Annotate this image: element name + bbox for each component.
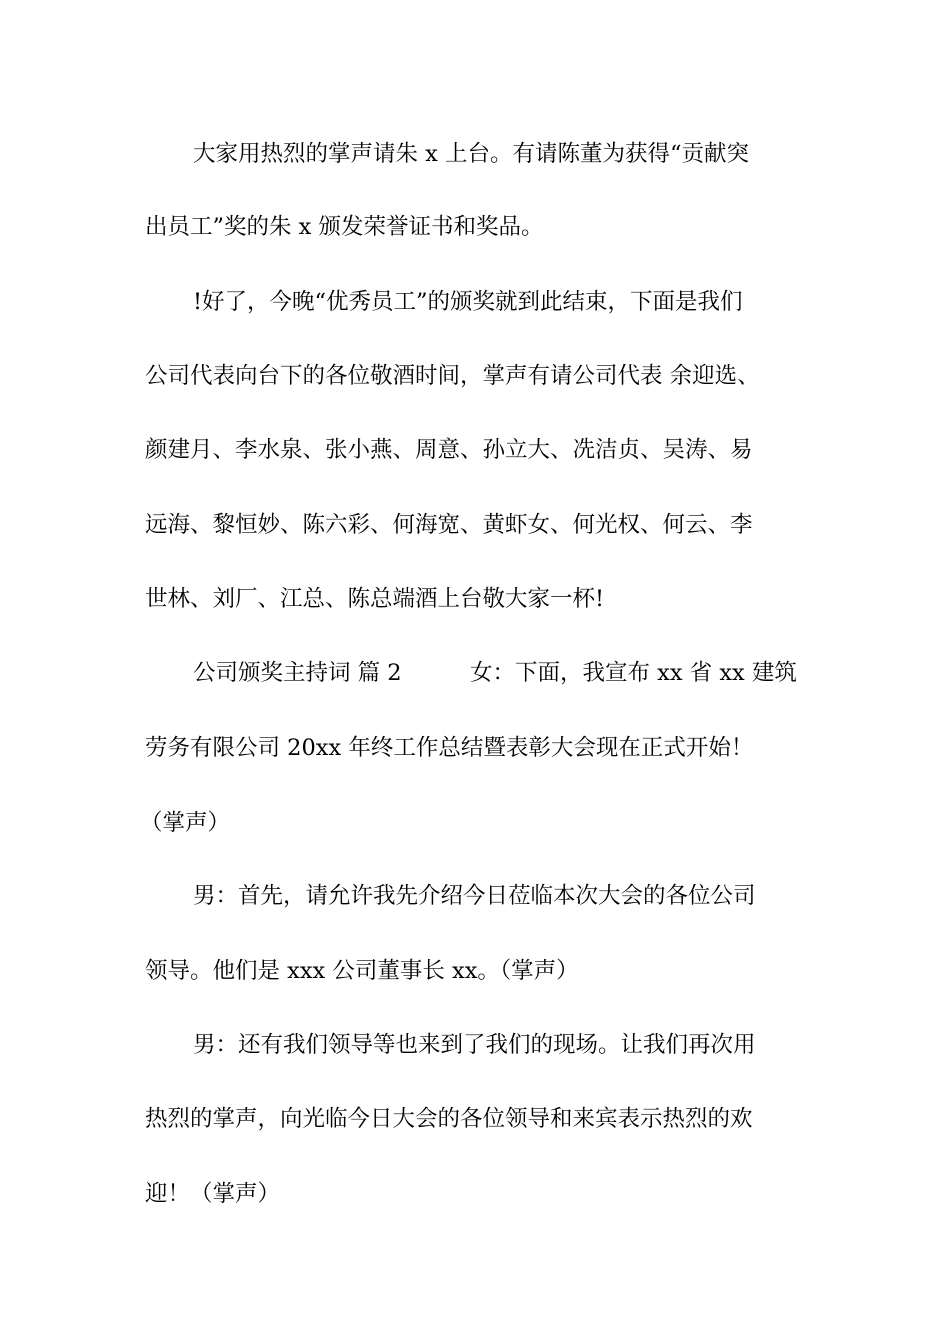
paragraph-line: 迎！（掌声）: [145, 1181, 281, 1207]
paragraph-line: 大家用热烈的掌声请朱 x 上台。有请陈董为获得“贡献突: [193, 141, 749, 167]
paragraph-line: 公司代表向台下的各位敬酒时间，掌声有请公司代表 余迎选、: [145, 363, 760, 389]
paragraph-line: 男：还有我们领导等也来到了我们的现场。让我们再次用: [193, 1032, 756, 1058]
section-heading: 公司颁奖主持词 篇 2: [193, 660, 402, 686]
paragraph-line: 远海、黎恒妙、陈六彩、何海宽、黄虾女、何光权、何云、李: [145, 512, 753, 538]
paragraph-line: 女：下面，我宣布 xx 省 xx 建筑: [470, 660, 797, 686]
paragraph-line: 世林、刘厂、江总、陈总端酒上台敬大家一杯!: [145, 586, 605, 612]
paragraph-line: 出员工”奖的朱 x 颁发荣誉证书和奖品。: [145, 214, 544, 240]
paragraph-line: （掌声）: [140, 810, 231, 836]
paragraph-line: !好了，今晚“优秀员工”的颁奖就到此结束，下面是我们: [193, 289, 743, 315]
paragraph-line: 男：首先，请允许我先介绍今日莅临本次大会的各位公司: [193, 883, 756, 909]
paragraph-line: 颜建月、李水泉、张小燕、周意、孙立大、冼洁贞、吴涛、易: [145, 437, 753, 463]
paragraph-line: 劳务有限公司 20xx 年终工作总结暨表彰大会现在正式开始！: [145, 735, 754, 761]
paragraph-line: 热烈的掌声，向光临今日大会的各位领导和来宾表示热烈的欢: [145, 1106, 753, 1132]
paragraph-line: 领导。他们是 xxx 公司董事长 xx。（掌声）: [145, 958, 579, 984]
